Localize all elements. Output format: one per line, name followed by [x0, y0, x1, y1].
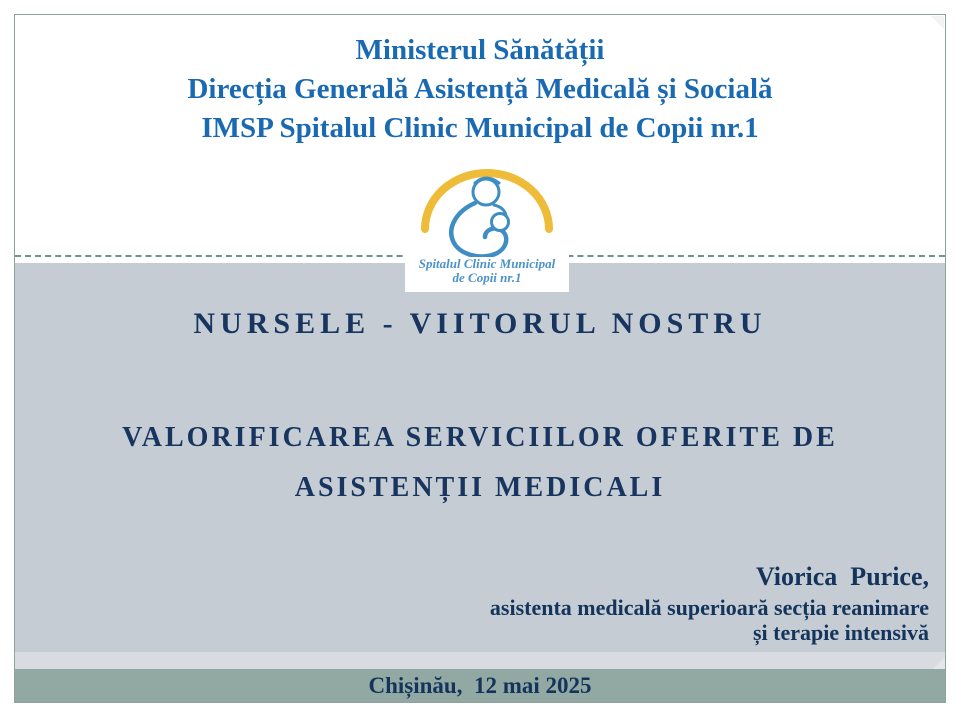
- body-bottom-highlight: [15, 652, 945, 669]
- header-line-hospital: IMSP Spitalul Clinic Municipal de Copii nr.1: [201, 112, 759, 144]
- header-line-directorate: Direcția Generală Asistență Medicală și Socială: [187, 73, 773, 105]
- author-role-line1: asistenta medicală superioară secția reanimare: [489, 595, 929, 620]
- logo-script-line1: Spitalul Clinic Municipal: [418, 256, 556, 271]
- author-block: [490, 559, 929, 645]
- mother-baby-logo-icon: [407, 165, 567, 257]
- slide-subtitle: [15, 413, 945, 513]
- logo-script-line2: de Copii nr.1: [452, 270, 522, 285]
- subtitle-line-2: ASISTENȚII MEDICALI: [294, 472, 666, 503]
- author-role-line2: și terapie intensivă: [753, 620, 929, 645]
- page-curl-decoration: [931, 16, 944, 29]
- slide-title: NURSELE - VIITORUL NOSTRU: [193, 307, 767, 340]
- header-institutions: [15, 15, 945, 148]
- subtitle-line-1: VALORIFICAREA SERVICIILOR OFERITE DE: [122, 422, 838, 453]
- author-name: Viorica Purice,: [755, 562, 929, 591]
- footer-bar: [15, 669, 945, 702]
- header-line-ministry: Ministerul Sănătății: [355, 34, 605, 66]
- slide-frame: [14, 14, 946, 703]
- page-curl-decoration: [933, 657, 945, 669]
- footer-date: Chișinău, 12 mai 2025: [368, 673, 592, 698]
- hospital-logo: [405, 165, 569, 292]
